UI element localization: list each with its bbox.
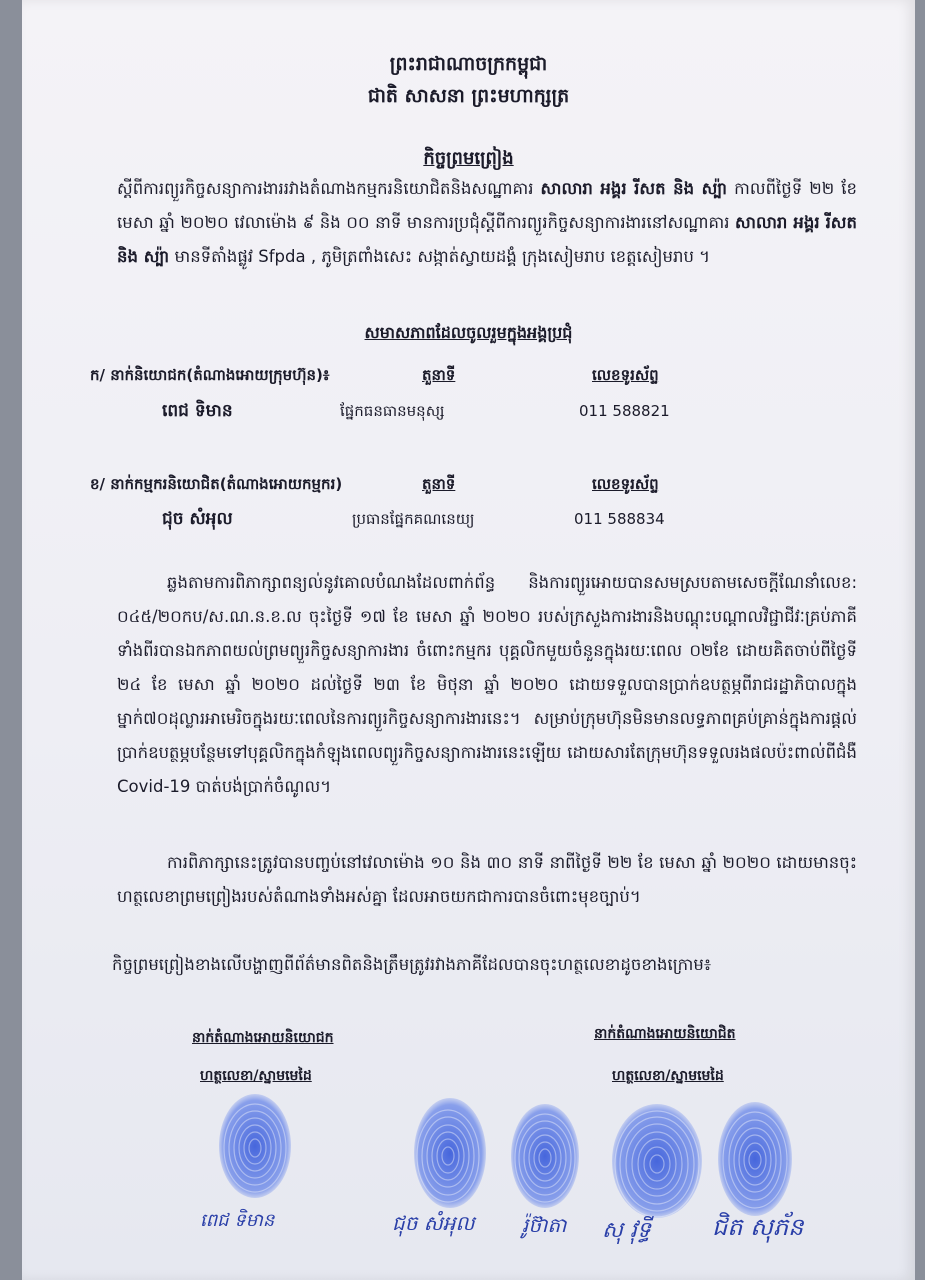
motto-header: ជាតិ សាសនា ព្រះមហាក្សត្រ (367, 85, 570, 107)
participants-title: សមាសភាពដែលចូលរួមក្នុងអង្គប្រជុំ (364, 323, 573, 342)
hotel-name: សាលារា អង្គរ រីសត និង ស្ប៉ា (540, 179, 728, 198)
party-b-phone-header: លេខទូរស័ព្ទ (592, 475, 659, 493)
employer-sign-title: នាក់តំណាងអោយនិយោជក (192, 1030, 334, 1046)
party-b-phone: 011 588834 (574, 510, 665, 528)
party-a-role-header: តួនាទី (422, 366, 456, 384)
employee-signature-2: រ៉ូថ៊ាតា (522, 1213, 567, 1237)
employer-signature: ពេជ ទិមាន (200, 1210, 275, 1231)
party-b-role: ប្រធានផ្នែកគណនេយ្យ (352, 510, 475, 528)
party-b-name: ជុច សំអុល (162, 509, 233, 529)
employee-signature-1: ជុច សំអុល (392, 1211, 475, 1235)
employee-signature-3: សុ វុទ្ធី (602, 1218, 651, 1243)
party-b-role-header: តួនាទី (422, 475, 456, 493)
fingerprint-employee-1 (410, 1094, 490, 1212)
body-paragraph-3: កិច្ចព្រមព្រៀងខាងលើបង្ហាញពីព័ត៌មានពិតនិងត្រឹមត្រូវរវាងភាគីដែលបានចុះហត្ថលេខាដូចខាងក្រោម៖ (112, 955, 712, 974)
fingerprint-employer (215, 1090, 295, 1202)
fingerprint-employee-2 (508, 1100, 582, 1212)
party-a-role: ផ្នែកធនធានមនុស្ស (340, 402, 445, 420)
fingerprint-employee-3 (608, 1100, 706, 1222)
employer-sign-subtitle: ហត្ថលេខា/ស្នាមមេដៃ (200, 1068, 312, 1084)
party-a-label: ក/ នាក់និយោជក(តំណាងអោយក្រុមហ៊ុន)៖ (90, 366, 330, 384)
party-a-phone: 011 588821 (579, 402, 670, 420)
employee-sign-subtitle: ហត្ថលេខា/ស្នាមមេដៃ (612, 1068, 724, 1084)
kingdom-header: ព្រះរាជាណាចក្រកម្ពុជា (389, 53, 548, 75)
document-title: កិច្ចព្រមព្រៀង (423, 148, 514, 169)
intro-paragraph: ស្តីពីការព្យួរកិច្ចសន្យាការងាររវាងតំណាងកម្មករនិយោជិតនិងសណ្ឋាគារ សាលារា អង្គរ រីសត និង ស្ប៉ា កាលពីថ្ងៃទី ២២ ខែ មេសា ឆ្នាំ ២០២០ វេលាម៉ោង ៩ និង ០០ នាទី មានការប្រជុំស្តីពីការព្យួរកិច្ចសន្យាការងារនៅសណ្ឋាគារ សាលារា អង្គរ រីសត និង ស្ប៉ា មានទីតាំងផ្លូវ Sfpda , ភូមិត្រពាំងសេះ សង្កាត់ស្វាយដង្គំ ក្រុងសៀមរាប ខេត្តសៀមរាប ។ (117, 179, 858, 266)
hotel-name-2: សាលារា អង្គរ រីសត និង ស្ប៉ា (117, 213, 857, 266)
employee-sign-title: នាក់តំណាងអោយនិយោជិត (594, 1026, 736, 1042)
body-paragraph-1: ឆ្លងតាមការពិភាក្សាពន្យល់នូវគោលបំណងដែលពាក់ព័ន្ធ និងការព្យួរអោយបានសមស្របតាមសេចក្តីណែនាំលេខ: ០៤៥/២០កប/ស.ណ.ន.ខ.ល ចុះថ្ងៃទី ១៧ ខែ មេសា ឆ្នាំ ២០២០ របស់ក្រសួងការងារនិងបណ្តុះបណ្តាលវិជ្ជាជីវៈគ្រប់ភាគីទាំងពីរបានឯកភាពយល់ព្រមព្យួរកិច្ចសន្យាការងារ ចំពោះកម្មករ បុគ្គលិកមួយចំនួនក្នុងរយៈពេល ០២ខែ ដោយគិតចាប់ពីថ្ងៃទី ២៤ ខែ មេសា ឆ្នាំ ២០២០ ដល់ថ្ងៃទី ២៣ ខែ មិថុនា ឆ្នាំ ២០២០ ដោយទទួលបានប្រាក់ឧបត្ថម្ភពីរាជរដ្ឋាភិបាលក្នុងម្នាក់៧០ដុល្លារអាមេរិចក្នុងរយៈពេលនៃការព្យួរកិច្ចសន្យាការងារនេះ។ សម្រាប់ក្រុមហ៊ុនមិនមានលទ្ធភាពគ្រប់គ្រាន់ក្នុងការផ្តល់ប្រាក់ឧបត្ថម្ភបន្ថែមទៅបុគ្គលិកក្នុងកំឡុងពេលព្យួរកិច្ចសន្យាការងារនេះឡើយ ដោយសារតែក្រុមហ៊ុនទទួលរងផលប៉ះពាល់ពីជំងឺ Covid-19 បាត់បង់ប្រាក់ចំណូល។ (117, 573, 857, 796)
party-a-name: ពេជ ទិមាន (162, 401, 233, 421)
employee-signature-4: ជិត សុភ័ន (712, 1213, 804, 1241)
body-paragraph-2: ការពិភាក្សានេះត្រូវបានបញ្ចប់នៅវេលាម៉ោង ១០ និង ៣០ នាទី នាពីថ្ងៃទី ២២ ខែ មេសា ឆ្នាំ ២០២០ ដោយមានចុះហត្ថលេខាព្រមព្រៀងរបស់តំណាងទាំងអស់គ្នា ដែលអាចយកជាការបានចំពោះមុខច្បាប់។ (117, 853, 857, 906)
party-a-phone-header: លេខទូរស័ព្ទ (592, 366, 659, 384)
document-page (22, 0, 915, 1280)
fingerprint-employee-4 (714, 1098, 796, 1220)
party-b-label: ខ/ នាក់កម្មករនិយោជិត(តំណាងអោយកម្មករ) (90, 475, 343, 493)
